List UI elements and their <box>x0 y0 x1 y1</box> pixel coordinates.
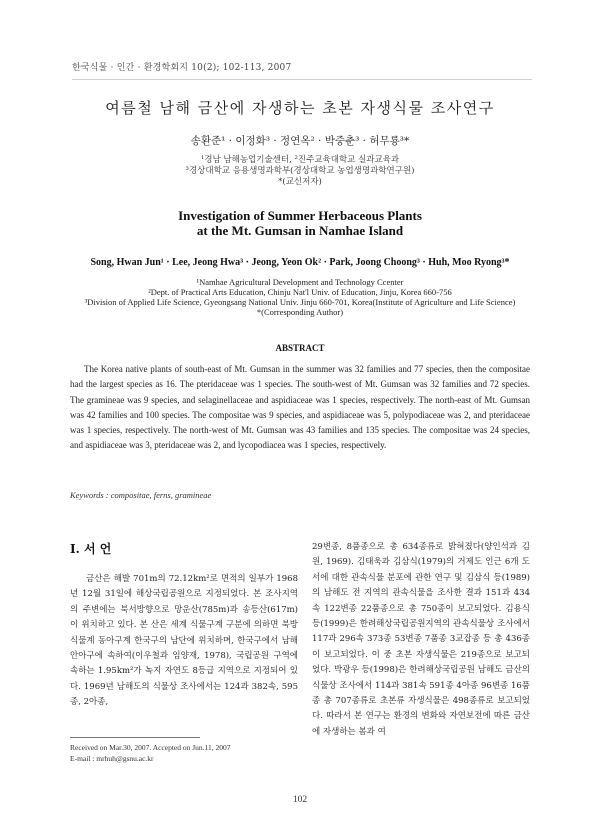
english-affiliation-line: ³Division of Applied Life Science, Gyeongsang National Univ. Jinju 660-701, Korea(Institute of Agriculture and Life Science) <box>84 297 516 307</box>
journal-header: 한국식물 · 인간 · 환경학회지 10(2); 102-113, 2007 <box>72 60 532 80</box>
keywords: Keywords : compositae, ferns, gramineae <box>70 490 212 500</box>
footnote <box>70 742 310 764</box>
section-heading-introduction: I. 서 언 <box>70 542 112 556</box>
english-affiliation-line: ²Dept. of Practical Arts Education, Chinju Nat'l Univ. of Education, Jinju, Korea 660-756 <box>148 287 452 297</box>
footnote-divider <box>70 737 200 738</box>
korean-affiliations <box>0 155 600 188</box>
page-number: 102 <box>292 795 308 805</box>
english-affiliation-line: *(Corresponding Author) <box>256 307 344 317</box>
intro-paragraph-continued: 29변종, 8품종으로 총 634종류로 밝혀졌다(양인석과 김원, 1969). 김태욱과 김삼식(1979)의 거제도 인근 6개 도서에 대한 관속식물 분포에 관한 연구 및 김삼식 등(1989)의 남해도 전 지역의 관속식물을 조사한 결과 151과 434속 122변종 22품종으로 총 750종이 보고되었다. 김용식 등(1999)은 한려해상국립공원지역의 관속식물상 조사에서 117과 296속 373종 53변종 7품종 3교잡종 등 총 436종이 보고되었다. 이 중 초본 자생식물은 219종으로 보고되었다. 박광우 등(1998)은 한려해상국립공원 남해도 금산의 식물상 조사에서 114과 381속 591종 4아종 96변종 16품종 총 707종류로 초본류 자생식물은 498종류로 보고되었다. 따라서 본 연구는 환경의 변화와 자연보전에 따른 금산에 자생하는 봄과 여 <box>312 542 530 737</box>
intro-right-column <box>312 540 530 740</box>
korean-affiliation-line: ¹경남 남해농업기술센터, ²진주교육대학교 실과교육과 <box>200 155 400 165</box>
email-address: E-mail : mrhuh@gsnu.ac.kr <box>70 754 154 763</box>
english-title-line: at the Mt. Gumsan in Namhae Island <box>196 223 404 238</box>
intro-left-column <box>70 572 298 711</box>
abstract-body: The Korea native plants of south-east of Mt. Gumsan in the summer was 32 families and 77 species, then the compositae had the largest species as 16. The pteridaceae was 1 species. The south-west of Mt. Gumsan was 32 families and 72 species. The gramineae was 9 species, and selaginellaceae and aspidiaceae was 1 species, respectively. The north-east of Mt. Gumsan was 42 families and 100 species. The compositae was 9 species, and aspidiaceae was 5, polypodiaceae was 2, and pteridaceae was 1 species, respectively. The north-west of Mt. Gumsan was 43 families and 135 species. The compositae was 24 species, and aspidiaceae was 3, pteridaceae was 2, and lycopodiacea was 1 species, respectively. <box>70 364 530 451</box>
english-affiliation-line: ¹Namhae Agricultural Development and Technology Ccenter <box>196 277 404 287</box>
intro-paragraph: 금산은 해발 701m의 72.12km²로 면적의 일부가 1968년 12월 31일에 해상국립공원으로 지정되었다. 본 조사지역의 주변에는 북서방향으로 망운산(785m)과 송등산(617m)이 위치하고 있다. 본 산은 세계 식물구계 구분에 의하면 북방식물계 동아구계 한국구의 남단에 위치하며, 한국구에서 남해안아구에 속하여(이우철과 임양재, 1978), 국립공원 구역에 속하는 1.95km²가 녹지 자연도 8등급 지역으로 지정되어 있다. 1969년 남해도의 식물상 조사에서는 124과 382속, 595종, 2아종, <box>70 574 298 708</box>
english-authors: Song, Hwan Jun¹ · Lee, Jeong Hwa³ · Jeong, Yeon Ok² · Park, Joong Choong³ · Huh, Moo Ryong³* <box>90 257 510 268</box>
korean-affiliation-line: *(교신저자) <box>278 177 322 187</box>
abstract-heading: ABSTRACT <box>275 343 325 353</box>
english-title <box>0 208 600 238</box>
korean-title: 여름철 남해 금산에 자생하는 초본 자생식물 조사연구 <box>105 99 495 117</box>
english-affiliations <box>0 277 600 317</box>
korean-affiliation-line: ³경상대학교 응용생명과학부(경상대학교 농업생명과학연구원) <box>185 166 415 176</box>
english-title-line: Investigation of Summer Herbaceous Plants <box>178 208 422 223</box>
korean-authors: 송환준¹ · 이정화³ · 정연옥² · 박중춘³ · 허무룡³* <box>190 135 410 147</box>
received-date: Received on Mar.30, 2007. Accepted on Jun.11, 2007 <box>70 743 231 752</box>
